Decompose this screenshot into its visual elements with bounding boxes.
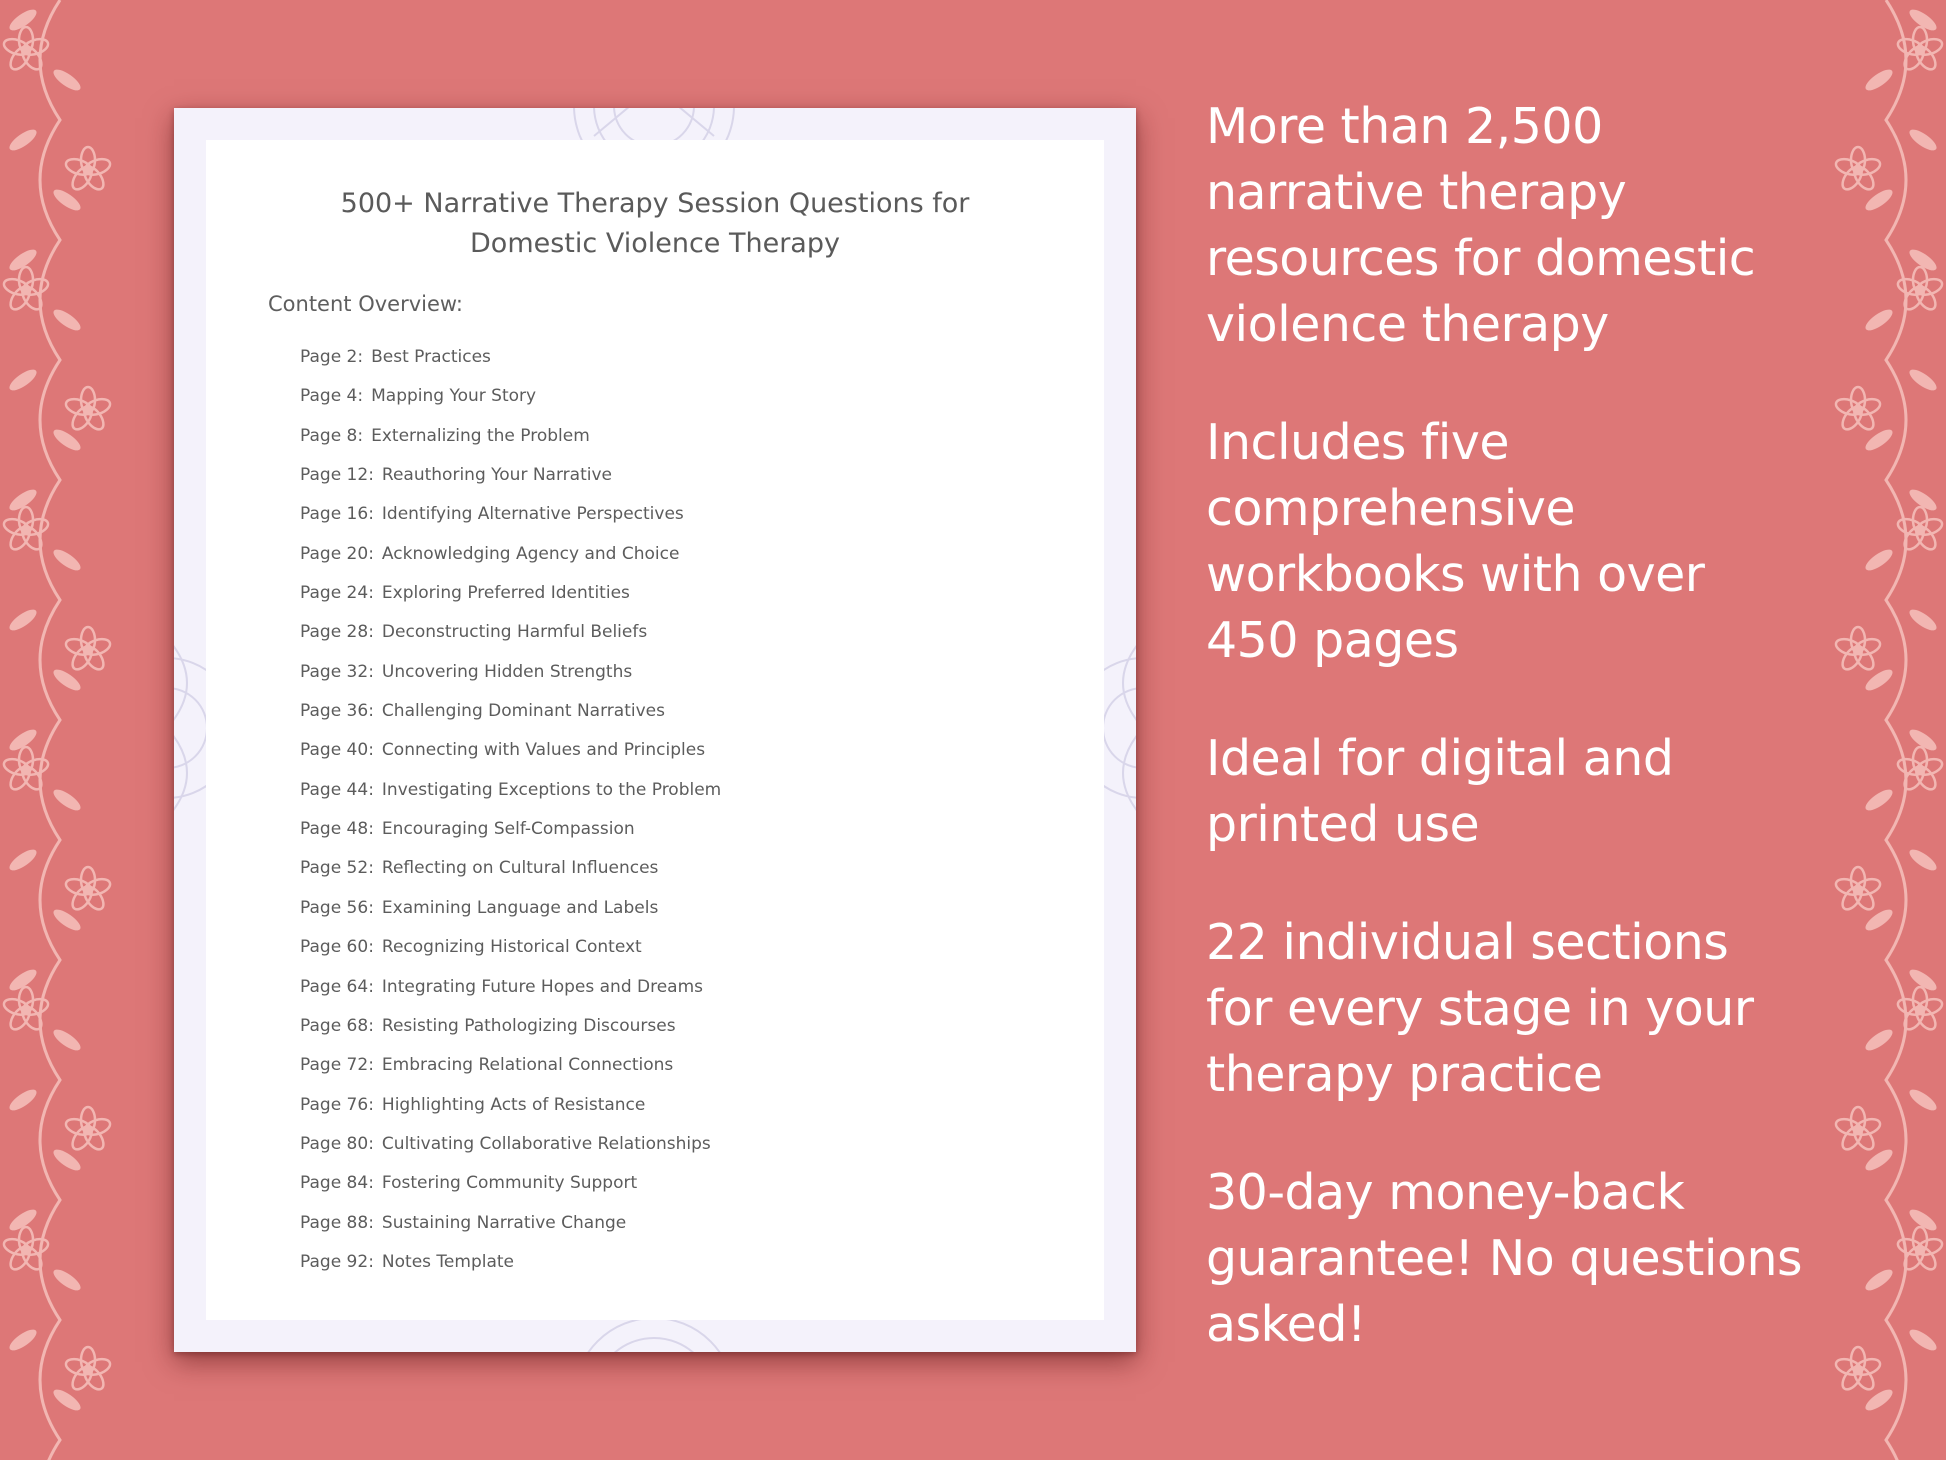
toc-page-number: Page 64:	[300, 976, 374, 997]
toc-entry	[300, 771, 721, 810]
toc-section-title: Connecting with Values and Principles	[381, 740, 706, 761]
floral-vine-right	[1826, 0, 1946, 1460]
toc-section-title: Examining Language and Labels	[381, 897, 659, 918]
toc-entry	[300, 1007, 721, 1046]
flower-icon	[1834, 867, 1882, 913]
toc-entry	[300, 968, 721, 1007]
toc-page-number: Page 8:	[300, 425, 364, 446]
flower-icon	[1834, 627, 1882, 673]
document-title	[206, 184, 1104, 264]
toc-page-number: Page 2:	[300, 347, 364, 367]
toc-entry	[300, 495, 721, 534]
flower-icon	[64, 387, 112, 433]
feature-text: Ideal for digital and printed use	[1206, 730, 1674, 853]
flower-icon	[64, 147, 112, 193]
toc-page-number: Page 28:	[300, 622, 374, 643]
toc-entry	[300, 1125, 721, 1164]
toc-section-title: Mapping Your Story	[371, 386, 537, 407]
toc-page-number: Page 68:	[300, 1015, 374, 1036]
toc-entry	[300, 535, 721, 574]
toc-page-number: Page 92:	[300, 1251, 374, 1272]
flower-icon	[64, 627, 112, 673]
toc-section-title: Reflecting on Cultural Influences	[381, 858, 659, 879]
toc-section-title: Reauthoring Your Narrative	[381, 465, 612, 486]
flower-icon	[1834, 147, 1882, 193]
document-title-line-2: Domestic Violence Therapy	[470, 228, 840, 259]
toc-page-number: Page 88:	[300, 1212, 374, 1233]
toc-section-title: Highlighting Acts of Resistance	[381, 1094, 646, 1115]
toc-page-number: Page 72:	[300, 1055, 374, 1076]
toc-section-title: Cultivating Collaborative Relationships	[381, 1133, 711, 1154]
toc-section-title: Investigating Exceptions to the Problem	[381, 779, 722, 800]
toc-page-number: Page 36:	[300, 701, 374, 722]
toc-entry	[300, 731, 721, 770]
feature-list	[1206, 94, 1806, 1410]
content-overview-label: Content Overview:	[268, 292, 463, 316]
toc-entry	[300, 1164, 721, 1203]
toc-page-number: Page 32:	[300, 661, 374, 682]
toc-section-title: Resisting Pathologizing Discourses	[381, 1015, 676, 1036]
toc-entry	[300, 456, 721, 495]
toc-page-number: Page 44:	[300, 779, 374, 800]
toc-page-number: Page 80:	[300, 1133, 374, 1154]
toc-entry	[300, 928, 721, 967]
toc-entry	[300, 574, 721, 613]
feature-text: 22 individual sections for every stage in your therapy practice	[1206, 914, 1754, 1103]
toc-section-title: Encouraging Self-Compassion	[381, 819, 635, 840]
document-page	[206, 140, 1104, 1320]
toc-section-title: Fostering Community Support	[381, 1173, 638, 1194]
flower-icon	[1834, 387, 1882, 433]
toc-section-title: Embracing Relational Connections	[381, 1055, 674, 1076]
toc-page-number: Page 4:	[300, 386, 364, 407]
toc-entry	[300, 653, 721, 692]
toc-section-title: Notes Template	[381, 1251, 514, 1272]
toc-page-number: Page 16:	[300, 504, 374, 525]
feature-text: 30-day money-back guarantee! No questions asked!	[1206, 1164, 1803, 1353]
toc-section-title: Deconstructing Harmful Beliefs	[381, 622, 648, 643]
flower-icon	[64, 1347, 112, 1393]
toc-entry	[300, 1204, 721, 1243]
table-of-contents	[300, 338, 721, 1282]
feature-text: Includes five comprehensive workbooks with over 450 pages	[1206, 414, 1705, 669]
toc-page-number: Page 40:	[300, 740, 374, 761]
toc-section-title: Sustaining Narrative Change	[381, 1212, 627, 1233]
toc-entry	[300, 377, 721, 416]
toc-page-number: Page 12:	[300, 465, 374, 486]
flower-icon	[64, 1107, 112, 1153]
toc-entry	[300, 692, 721, 731]
toc-section-title: Integrating Future Hopes and Dreams	[381, 976, 704, 997]
toc-section-title: Acknowledging Agency and Choice	[381, 543, 680, 564]
flower-icon	[1834, 1107, 1882, 1153]
toc-page-number: Page 52:	[300, 858, 374, 879]
toc-page-number: Page 56:	[300, 897, 374, 918]
toc-section-title: Uncovering Hidden Strengths	[381, 661, 633, 682]
document-preview	[174, 108, 1136, 1352]
toc-entry	[300, 1243, 721, 1282]
toc-page-number: Page 24:	[300, 583, 374, 604]
toc-section-title: Best Practices	[371, 347, 491, 367]
toc-section-title: Exploring Preferred Identities	[381, 583, 630, 604]
toc-section-title: Identifying Alternative Perspectives	[381, 504, 684, 525]
flower-icon	[1834, 1347, 1882, 1393]
floral-vine-left	[0, 0, 120, 1460]
toc-entry	[300, 417, 721, 456]
toc-entry	[300, 1046, 721, 1085]
toc-page-number: Page 48:	[300, 819, 374, 840]
toc-page-number: Page 76:	[300, 1094, 374, 1115]
flower-icon	[64, 867, 112, 913]
toc-page-number: Page 84:	[300, 1173, 374, 1194]
toc-entry	[300, 810, 721, 849]
toc-page-number: Page 20:	[300, 543, 374, 564]
toc-entry	[300, 889, 721, 928]
toc-section-title: Recognizing Historical Context	[381, 937, 642, 958]
toc-entry	[300, 1086, 721, 1125]
toc-entry	[300, 613, 721, 652]
toc-section-title: Externalizing the Problem	[371, 425, 590, 446]
toc-entry	[300, 849, 721, 888]
toc-section-title: Challenging Dominant Narratives	[381, 701, 665, 722]
document-title-line-1: 500+ Narrative Therapy Session Questions for	[340, 188, 970, 219]
toc-entry	[300, 338, 721, 377]
toc-page-number: Page 60:	[300, 937, 374, 958]
feature-text: More than 2,500 narrative therapy resources for domestic violence therapy	[1206, 98, 1756, 353]
